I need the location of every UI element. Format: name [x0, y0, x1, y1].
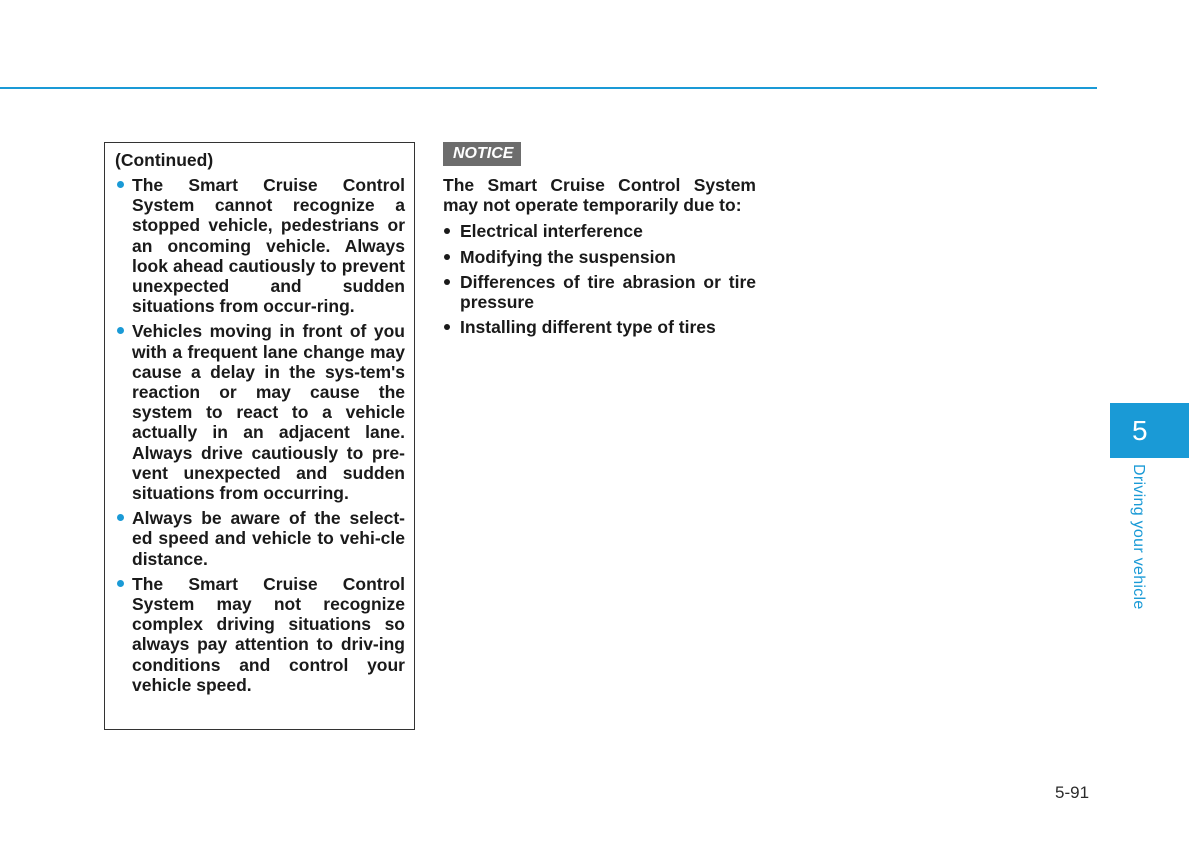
bullet-icon [117, 181, 124, 188]
notice-intro: The Smart Cruise Control System may not operate temporarily due to: [443, 175, 756, 216]
continued-label: (Continued) [115, 150, 214, 170]
bullet-icon [444, 228, 450, 234]
notice-item [443, 221, 756, 241]
notice-item-text: Installing different type of tires [460, 317, 716, 338]
warning-item [115, 508, 405, 569]
warning-text: The Smart Cruise Control System may not recognize complex driving situations so always pay attention to driv-ing conditions and control your vehicle speed. [132, 573, 405, 695]
warning-text: Always be aware of the select-ed speed and vehicle to vehi-cle distance. [132, 508, 405, 569]
chapter-number-tab: 5 [1110, 403, 1189, 458]
warning-item [115, 321, 405, 503]
bullet-icon [444, 324, 450, 330]
warning-text: Vehicles moving in front of you with a frequent lane change may cause a delay in the sys-tem's reaction or may cause the system to react to a vehicle actually in an adjacent lane. Always drive cautiously to pre-vent unexpected and sudden situations from occurring. [132, 321, 405, 504]
notice-item-text: Differences of tire abrasion or tire pressure [460, 271, 756, 313]
page-number: 5-91 [1055, 783, 1090, 802]
warning-item [115, 175, 405, 316]
notice-item [443, 247, 756, 267]
bullet-icon [117, 327, 124, 334]
bullet-icon [444, 279, 450, 285]
notice-section [443, 142, 756, 342]
bullet-icon [117, 580, 124, 587]
notice-badge: NOTICE [443, 142, 521, 166]
warning-box [104, 142, 415, 730]
notice-item-text: Modifying the suspension [460, 246, 676, 267]
warning-item [115, 574, 405, 695]
notice-list [443, 221, 756, 337]
notice-item [443, 317, 756, 337]
warning-text: The Smart Cruise Control System cannot recognize a stopped vehicle, pedestrians or an oncoming vehicle. Always look ahead cautiously to prevent unexpected and sudden situations from occur-ring. [132, 175, 405, 317]
chapter-title: Driving your vehicle [1130, 464, 1147, 610]
bullet-icon [117, 514, 124, 521]
notice-item-text: Electrical interference [460, 221, 643, 242]
bullet-icon [444, 254, 450, 260]
warning-list [115, 175, 405, 695]
header-rule [0, 87, 1097, 89]
notice-item [443, 272, 756, 312]
